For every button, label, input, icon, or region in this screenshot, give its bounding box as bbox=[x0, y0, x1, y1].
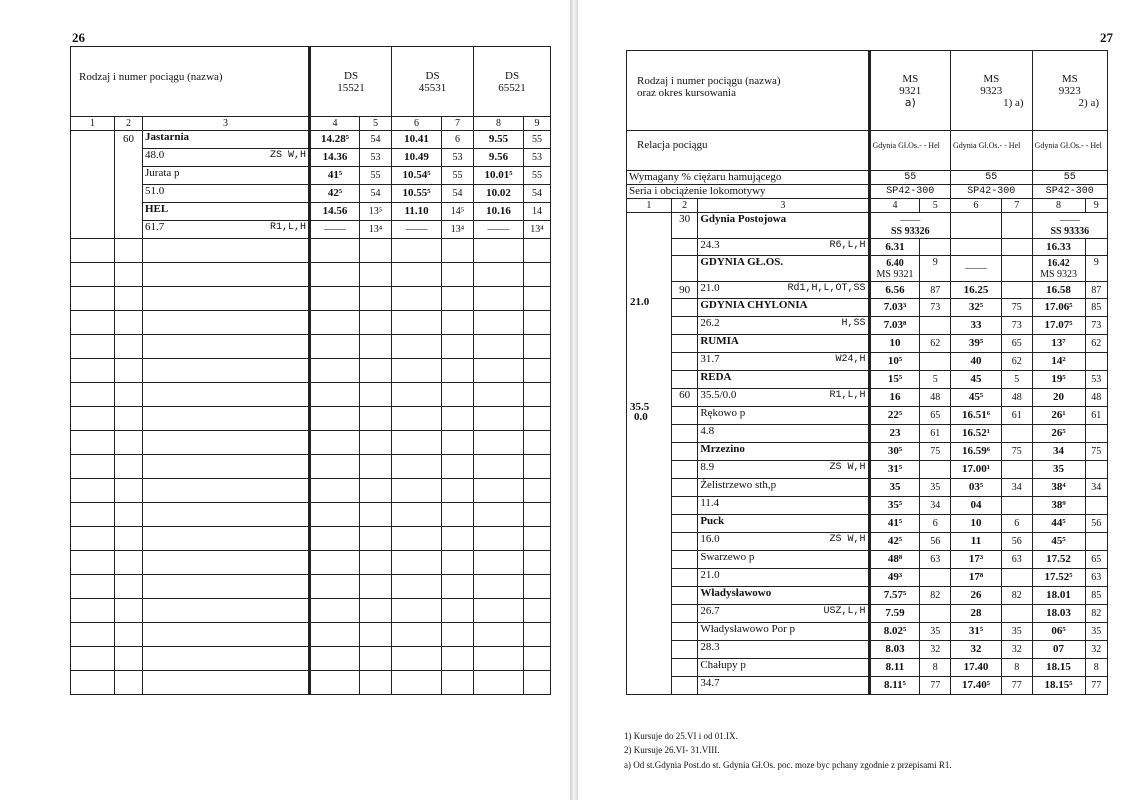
km-value: 35.5/0.0 bbox=[700, 389, 737, 401]
col-num: 1 bbox=[71, 117, 115, 131]
run-time: 32 bbox=[920, 641, 951, 659]
km-value: 31.7 bbox=[700, 353, 720, 365]
run-time: 63 bbox=[920, 551, 951, 569]
run-time: 75 bbox=[1001, 299, 1032, 317]
departure-time: 16 bbox=[869, 389, 920, 407]
col-num: 8 bbox=[1032, 199, 1085, 213]
station-name: Władysławowo bbox=[698, 587, 869, 605]
arrival-time: 13⁷ bbox=[1032, 335, 1085, 353]
col-num: 3 bbox=[143, 117, 310, 131]
departure-time: 38⁹ bbox=[1032, 497, 1085, 515]
run-time: 13⁴ bbox=[360, 221, 392, 239]
header-label-line2: oraz okres kursowania bbox=[637, 87, 736, 99]
departure-time: 11 bbox=[951, 533, 1002, 551]
station-km bbox=[698, 282, 869, 299]
station-code: Rd1,H,L,OT,SS bbox=[787, 283, 866, 294]
run-time: 35 bbox=[1085, 623, 1107, 641]
departure-time: 17.00¹ bbox=[951, 461, 1002, 479]
station-code: ZS W,H bbox=[270, 150, 307, 161]
seria-label: Seria i obciążenie lokomotywy bbox=[627, 185, 870, 199]
col-num: 9 bbox=[1085, 199, 1107, 213]
run-time: 48 bbox=[920, 389, 951, 407]
arrival-time: 10.41 bbox=[392, 131, 442, 149]
station-km: 51.0 bbox=[143, 185, 310, 203]
arrival-time: 26 bbox=[951, 587, 1002, 605]
station-name: Żelistrzewo sth,p bbox=[698, 479, 869, 497]
train-type: MS bbox=[983, 72, 1000, 85]
km-value: 16.0 bbox=[700, 533, 720, 545]
departure-time: 10.49 bbox=[392, 149, 442, 167]
departure-time: 23 bbox=[869, 425, 920, 443]
page-number-right: 27 bbox=[1100, 30, 1113, 45]
station-code: W24,H bbox=[835, 354, 866, 365]
departure-time: 14² bbox=[1032, 353, 1085, 371]
prev-train-number: SS 93326 bbox=[890, 225, 930, 237]
station-name: Gdynia Postojowa bbox=[698, 213, 869, 239]
departure-time: 8.03 bbox=[869, 641, 920, 659]
arrival-time: 06⁵ bbox=[1032, 623, 1085, 641]
station-name: RUMIA bbox=[698, 335, 869, 353]
km-value: 48.0 bbox=[145, 149, 165, 161]
train-header-1 bbox=[310, 47, 392, 117]
km-value: 26.7 bbox=[700, 605, 720, 617]
train-type: MS bbox=[1061, 72, 1078, 85]
arrival-time: 10.54⁵ bbox=[392, 167, 442, 185]
train-note: 1) a) bbox=[1003, 96, 1024, 109]
arrival-time: 26¹ bbox=[1032, 407, 1085, 425]
station-km bbox=[698, 389, 869, 407]
departure-time: 10.02 bbox=[474, 185, 524, 203]
station-name: HEL bbox=[143, 203, 310, 221]
run-time: 65 bbox=[1085, 551, 1107, 569]
train-number: 15521 bbox=[337, 81, 365, 94]
arrival-time: 16.59⁶ bbox=[951, 443, 1002, 461]
departure-time: 16.52¹ bbox=[951, 425, 1002, 443]
run-time: 55 bbox=[524, 167, 551, 185]
col-num: 3 bbox=[698, 199, 869, 213]
station-code: R1,L,H bbox=[829, 390, 866, 401]
run-time: 77 bbox=[1085, 677, 1107, 695]
departure-time: 7.59 bbox=[869, 605, 920, 623]
arrival-time: 03⁵ bbox=[951, 479, 1002, 497]
departure-time: 17.40⁵ bbox=[951, 677, 1002, 695]
departure-time: 14.36 bbox=[310, 149, 360, 167]
arrival-time: 45 bbox=[951, 371, 1002, 389]
arrival-time: 10 bbox=[951, 515, 1002, 533]
run-time: 32 bbox=[1085, 641, 1107, 659]
departure-time: 7.03⁸ bbox=[869, 317, 920, 335]
train-note: a) bbox=[904, 95, 916, 109]
run-time: 82 bbox=[1085, 605, 1107, 623]
train-header-1 bbox=[869, 51, 951, 131]
departure-time: 17⁸ bbox=[951, 569, 1002, 587]
prev-train-cell bbox=[1032, 213, 1107, 239]
arrival-time: 41⁵ bbox=[869, 515, 920, 533]
station-km: 21.0 bbox=[698, 569, 869, 587]
departure-time: 18.15⁵ bbox=[1032, 677, 1085, 695]
book-gutter bbox=[570, 0, 578, 800]
arrival-time: 9.55 bbox=[474, 131, 524, 149]
run-time: 14⁵ bbox=[442, 203, 474, 221]
col-num: 6 bbox=[392, 117, 442, 131]
departure-time: 35⁵ bbox=[869, 497, 920, 515]
col-num: 4 bbox=[310, 117, 360, 131]
run-time: 6 bbox=[1001, 515, 1032, 533]
run-time: 63 bbox=[1085, 569, 1107, 587]
train-header-3 bbox=[474, 47, 551, 117]
train-number: 9323 bbox=[1058, 84, 1081, 97]
station-name: Mrzezino bbox=[698, 443, 869, 461]
arrival-time: 7.03³ bbox=[869, 299, 920, 317]
km-value: 61.7 bbox=[145, 221, 165, 233]
station-km bbox=[698, 461, 869, 479]
arrival-time: 8.02⁵ bbox=[869, 623, 920, 641]
arrival-time: 22⁵ bbox=[869, 407, 920, 425]
arrival-time: 10.01⁵ bbox=[474, 167, 524, 185]
run-time: 54 bbox=[360, 185, 392, 203]
run-time: 82 bbox=[920, 587, 951, 605]
run-time: 34 bbox=[1085, 479, 1107, 497]
run-time: 65 bbox=[1001, 335, 1032, 353]
footnote-2: 2) Kursuje 26.VI- 31.VIII. bbox=[624, 745, 720, 755]
train-number: 45531 bbox=[418, 81, 447, 94]
station-km bbox=[698, 239, 869, 256]
seria-value: SP42-300 bbox=[869, 185, 951, 199]
station-name: GDYNIA GŁ.OS. bbox=[698, 256, 869, 282]
run-time: 13⁵ bbox=[360, 203, 392, 221]
speed-limit: 60 bbox=[671, 389, 697, 407]
train-header-2 bbox=[951, 51, 1033, 131]
departure-time: 49³ bbox=[869, 569, 920, 587]
train-number: 9321 bbox=[899, 84, 922, 97]
run-time: 34 bbox=[920, 497, 951, 515]
departure-time: 07 bbox=[1032, 641, 1085, 659]
train-header-3 bbox=[1032, 51, 1107, 131]
line-km-marker: 21.0 bbox=[630, 296, 650, 308]
departure-time: —— bbox=[392, 221, 442, 239]
wymagany-value: 55 bbox=[1032, 171, 1107, 185]
speed-limit: 30 bbox=[671, 213, 697, 239]
col-num: 5 bbox=[360, 117, 392, 131]
col-num: 1 bbox=[627, 199, 672, 213]
arrival-time: 15⁵ bbox=[869, 371, 920, 389]
run-time: 63 bbox=[1001, 551, 1032, 569]
left-timetable bbox=[70, 46, 551, 695]
wymagany-value: 55 bbox=[869, 171, 951, 185]
arrival-time: 10.16 bbox=[474, 203, 524, 221]
run-time: 5 bbox=[920, 371, 951, 389]
col-num: 4 bbox=[869, 199, 920, 213]
departure-time: 42⁵ bbox=[310, 185, 360, 203]
departure-time: 17.52⁵ bbox=[1032, 569, 1085, 587]
arrival-time: 17.40 bbox=[951, 659, 1002, 677]
arrival-time: 14.28⁵ bbox=[310, 131, 360, 149]
run-time: 54 bbox=[360, 131, 392, 149]
station-name: Swarzewo p bbox=[698, 551, 869, 569]
departure-time: 16.25 bbox=[951, 282, 1002, 299]
speed-limit: 60 bbox=[115, 131, 143, 239]
run-time: 6 bbox=[442, 131, 474, 149]
run-time: 55 bbox=[442, 167, 474, 185]
arrival-time: 39⁵ bbox=[951, 335, 1002, 353]
next-train-number: MS 9323 bbox=[1040, 268, 1078, 280]
run-time: 34 bbox=[1001, 479, 1032, 497]
time-value: 16.42 bbox=[1047, 257, 1070, 269]
departure-time: 35 bbox=[1032, 461, 1085, 479]
station-code: USZ,L,H bbox=[823, 606, 866, 617]
run-time: 73 bbox=[1085, 317, 1107, 335]
arrival-time: 16.51⁶ bbox=[951, 407, 1002, 425]
arrival-time: 17.52 bbox=[1032, 551, 1085, 569]
station-name: Jastarnia bbox=[143, 131, 310, 149]
departure-time: 10⁵ bbox=[869, 353, 920, 371]
line-km-cell bbox=[627, 213, 672, 695]
arrival-time: 18.15 bbox=[1032, 659, 1085, 677]
prev-train-cell bbox=[869, 213, 951, 239]
station-km bbox=[698, 533, 869, 551]
station-name: GDYNIA CHYLONIA bbox=[698, 299, 869, 317]
relacja-value: Gdynia Gł.Os.- - Hel bbox=[869, 131, 951, 171]
departure-time: 42⁵ bbox=[869, 533, 920, 551]
run-time: 54 bbox=[442, 185, 474, 203]
train-header-label bbox=[627, 51, 870, 131]
time-value: 6.40 bbox=[886, 257, 904, 269]
arrival-time: 19⁵ bbox=[1032, 371, 1085, 389]
train-number: 65521 bbox=[498, 81, 526, 94]
line-km-marker: 0.0 bbox=[634, 411, 648, 423]
run-time: 61 bbox=[1001, 407, 1032, 425]
departure-time: 16.33 bbox=[1032, 239, 1085, 256]
arrival-time: 14.56 bbox=[310, 203, 360, 221]
run-time: 61 bbox=[920, 425, 951, 443]
departure-time: 45⁵ bbox=[951, 389, 1002, 407]
train-type: DS bbox=[344, 69, 359, 82]
run-time: 35 bbox=[920, 479, 951, 497]
run-time: 62 bbox=[1001, 353, 1032, 371]
train-header-label: Rodzaj i numer pociągu (nazwa) bbox=[71, 47, 310, 117]
seria-value: SP42-300 bbox=[1032, 185, 1107, 199]
run-time: 13⁴ bbox=[524, 221, 551, 239]
line-km-marker: 35.5 bbox=[630, 401, 650, 413]
wymagany-value: 55 bbox=[951, 171, 1033, 185]
run-time: 75 bbox=[920, 443, 951, 461]
departure-time: 26⁵ bbox=[1032, 425, 1085, 443]
col-num: 6 bbox=[951, 199, 1002, 213]
run-time: 73 bbox=[920, 299, 951, 317]
station-km: 11.4 bbox=[698, 497, 869, 515]
arrival-time: 38⁴ bbox=[1032, 479, 1085, 497]
run-time: 62 bbox=[1085, 335, 1107, 353]
arrival-time: 7.57⁵ bbox=[869, 587, 920, 605]
run-time: 73 bbox=[1001, 317, 1032, 335]
arrival-time: 17.06⁵ bbox=[1032, 299, 1085, 317]
run-time: 65 bbox=[920, 407, 951, 425]
run-time: 55 bbox=[524, 131, 551, 149]
run-time: 54 bbox=[524, 185, 551, 203]
run-time: 14 bbox=[524, 203, 551, 221]
run-time: 77 bbox=[920, 677, 951, 695]
departure-time: 16.58 bbox=[1032, 282, 1085, 299]
train-number: 9323 bbox=[980, 84, 1003, 97]
run-time: 56 bbox=[1001, 533, 1032, 551]
station-name: Władysławowo Por p bbox=[698, 623, 869, 641]
arrival-time: 30⁵ bbox=[869, 443, 920, 461]
arrival-time: 10 bbox=[869, 335, 920, 353]
departure-time: 45⁵ bbox=[1032, 533, 1085, 551]
seria-value: SP42-300 bbox=[951, 185, 1033, 199]
run-time: 8 bbox=[1085, 659, 1107, 677]
run-time: 53 bbox=[524, 149, 551, 167]
run-time: 35 bbox=[920, 623, 951, 641]
station-name: Chałupy p bbox=[698, 659, 869, 677]
departure-time: 6.56 bbox=[869, 282, 920, 299]
departure-time: 04 bbox=[951, 497, 1002, 515]
relacja-label: Relacja pociągu bbox=[627, 131, 870, 171]
arrival-time: 34 bbox=[1032, 443, 1085, 461]
station-name: Jurata p bbox=[143, 167, 310, 185]
arrival-time bbox=[1032, 256, 1085, 282]
line-km-cell bbox=[71, 131, 115, 239]
arrival-time: 31⁵ bbox=[951, 623, 1002, 641]
run-time: 53 bbox=[1085, 371, 1107, 389]
run-time: 48 bbox=[1085, 389, 1107, 407]
station-km bbox=[698, 353, 869, 371]
arrival-time: 18.01 bbox=[1032, 587, 1085, 605]
arrival-time: 17³ bbox=[951, 551, 1002, 569]
arrival-time: 41⁵ bbox=[310, 167, 360, 185]
arrival-time: 35 bbox=[869, 479, 920, 497]
departure-time: 17.07⁵ bbox=[1032, 317, 1085, 335]
run-time: 87 bbox=[920, 282, 951, 299]
col-num: 2 bbox=[671, 199, 697, 213]
run-time: 56 bbox=[920, 533, 951, 551]
run-time: 56 bbox=[1085, 515, 1107, 533]
arrival-time: 8.11 bbox=[869, 659, 920, 677]
station-name: Rękowo p bbox=[698, 407, 869, 425]
relacja-value: Gdynia Gł.Os.- - Hel bbox=[951, 131, 1033, 171]
station-km bbox=[143, 149, 310, 167]
run-time: 87 bbox=[1085, 282, 1107, 299]
km-value: 8.9 bbox=[700, 461, 715, 473]
station-name: Puck bbox=[698, 515, 869, 533]
station-code: R6,L,H bbox=[829, 240, 866, 251]
dwell: 9 bbox=[1085, 256, 1107, 282]
dash: —— bbox=[900, 214, 921, 226]
dwell: 9 bbox=[920, 256, 951, 282]
arrival-time: —— bbox=[951, 256, 1002, 282]
station-km: 34.7 bbox=[698, 677, 869, 695]
arrival-time: 44⁵ bbox=[1032, 515, 1085, 533]
departure-time: 20 bbox=[1032, 389, 1085, 407]
departure-time: 31⁵ bbox=[869, 461, 920, 479]
run-time: 35 bbox=[1001, 623, 1032, 641]
speed-limit: 90 bbox=[671, 282, 697, 299]
run-time: 85 bbox=[1085, 299, 1107, 317]
run-time: 77 bbox=[1001, 677, 1032, 695]
header-label-line1: Rodzaj i numer pociągu (nazwa) bbox=[637, 75, 781, 87]
station-km: 4.8 bbox=[698, 425, 869, 443]
prev-train-number: SS 93336 bbox=[1050, 225, 1090, 237]
run-time: 75 bbox=[1001, 443, 1032, 461]
station-code: H,SS bbox=[841, 318, 866, 329]
departure-time: 10.55⁵ bbox=[392, 185, 442, 203]
station-code: ZS W,H bbox=[829, 534, 866, 545]
run-time: 53 bbox=[442, 149, 474, 167]
run-time: 61 bbox=[1085, 407, 1107, 425]
arrival-time bbox=[869, 256, 920, 282]
km-value: 24.3 bbox=[700, 239, 720, 251]
footnote-1: 1) Kursuje do 25.VI i od 01.IX. bbox=[624, 731, 738, 741]
run-time: 75 bbox=[1085, 443, 1107, 461]
col-num: 9 bbox=[524, 117, 551, 131]
station-name: REDA bbox=[698, 371, 869, 389]
dash: —— bbox=[1059, 214, 1080, 226]
col-num: 5 bbox=[920, 199, 951, 213]
departure-time: 8.11⁵ bbox=[869, 677, 920, 695]
station-km bbox=[698, 317, 869, 335]
col-num: 7 bbox=[1001, 199, 1032, 213]
arrival-time: 48⁸ bbox=[869, 551, 920, 569]
departure-time: 18.03 bbox=[1032, 605, 1085, 623]
km-value: 26.2 bbox=[700, 317, 720, 329]
station-code: R1,L,H bbox=[270, 222, 307, 233]
run-time: 82 bbox=[1001, 587, 1032, 605]
station-km bbox=[698, 605, 869, 623]
km-value: 21.0 bbox=[700, 282, 720, 294]
train-type: DS bbox=[505, 69, 520, 82]
train-type: DS bbox=[425, 69, 440, 82]
col-num: 7 bbox=[442, 117, 474, 131]
run-time: 6 bbox=[920, 515, 951, 533]
departure-time: 9.56 bbox=[474, 149, 524, 167]
train-header-2 bbox=[392, 47, 474, 117]
right-timetable bbox=[626, 50, 1108, 695]
run-time: 8 bbox=[920, 659, 951, 677]
departure-time: 6.31 bbox=[869, 239, 920, 256]
departure-time: 28 bbox=[951, 605, 1002, 623]
col-num: 8 bbox=[474, 117, 524, 131]
run-time: 13⁴ bbox=[442, 221, 474, 239]
departure-time: 33 bbox=[951, 317, 1002, 335]
station-km bbox=[143, 221, 310, 239]
run-time: 8 bbox=[1001, 659, 1032, 677]
wymagany-label: Wymagany % ciężaru hamującego bbox=[627, 171, 870, 185]
arrival-time: 11.10 bbox=[392, 203, 442, 221]
run-time: 48 bbox=[1001, 389, 1032, 407]
page-number-left: 26 bbox=[72, 30, 85, 45]
col-num: 2 bbox=[115, 117, 143, 131]
station-km: 28.3 bbox=[698, 641, 869, 659]
run-time: 5 bbox=[1001, 371, 1032, 389]
train-type: MS bbox=[902, 72, 919, 85]
departure-time: 32 bbox=[951, 641, 1002, 659]
next-train-number: MS 9321 bbox=[876, 268, 914, 280]
run-time: 85 bbox=[1085, 587, 1107, 605]
relacja-value: Gdynia Gł.Os.- - Hel bbox=[1032, 131, 1107, 171]
run-time: 53 bbox=[360, 149, 392, 167]
arrival-time: 32⁵ bbox=[951, 299, 1002, 317]
run-time: 32 bbox=[1001, 641, 1032, 659]
station-code: ZS W,H bbox=[829, 462, 866, 473]
train-note: 2) a) bbox=[1078, 96, 1099, 109]
run-time: 62 bbox=[920, 335, 951, 353]
departure-time: —— bbox=[474, 221, 524, 239]
departure-time: 40 bbox=[951, 353, 1002, 371]
departure-time: —— bbox=[310, 221, 360, 239]
run-time: 55 bbox=[360, 167, 392, 185]
footnote-a: a) Od st.Gdynia Post.do st. Gdynia Gł.Os. poc. moze byc pchany zgodnie z przepisami R1. bbox=[624, 760, 952, 770]
